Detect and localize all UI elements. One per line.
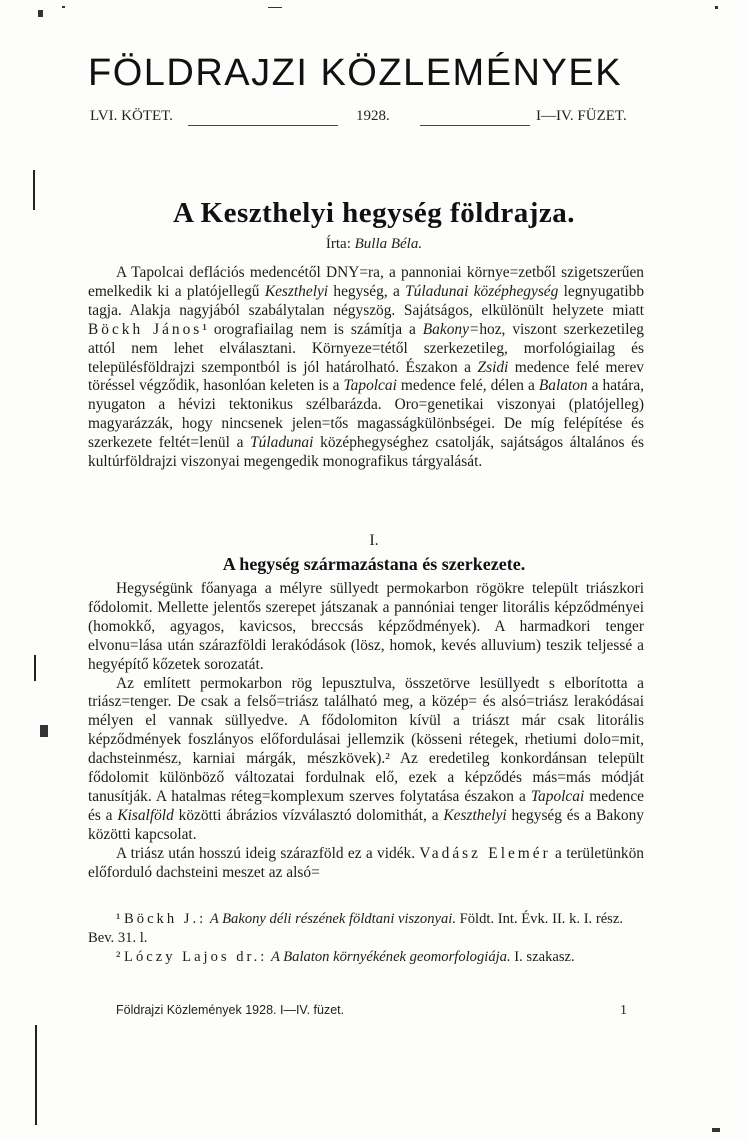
text-run: a határa, nyugaton a hévizi tektonikus szélbarázda. Oro=genetikai viszonyai (platójelleg) magyarázzák, hogy nincsenek jelen=tős magasságkülönbségei. De míg felépítése és szerkezete feltét=lenül a — [88, 377, 644, 452]
text-run: medence felé merev töréssel végződik, hasonlóan keleten is a — [88, 358, 644, 395]
person-name: Vadász Elemér — [419, 844, 551, 862]
footnote-author: Lóczy Lajos dr.: — [124, 948, 268, 965]
text-run: a területünkön előforduló dachsteini meszet az alsó= — [88, 844, 644, 881]
text-run: közötti ábrázios vízválasztó dolomithát, a — [173, 806, 444, 824]
footnote-2 — [88, 948, 644, 967]
footnote-mark: ² — [116, 948, 121, 965]
place-name: Túladunai — [250, 434, 314, 452]
place-name: Tapolcai — [530, 787, 585, 805]
article-title: A Keszthelyi hegység földrajza. — [172, 197, 576, 229]
volume-label: LVI. KÖTET. — [90, 108, 173, 124]
section-number: I. — [369, 532, 379, 549]
text-run: Az említett permokarbon rög lepusztulva, összetörve lesüllyedt s elborította a triász=tenger. De csak a felső=triász található meg, a közép= és alsó=triász lerakódásai mélyen el vannak süllyedve. A fődolomiton kívül a triászt már csak litorális képződmények foszlányos előfordulásai jellemzik (kösseni rétegek, rhetiumi dolo=mit, dachsteinmész, karniai márgák, mészkövek).² Az eredetileg konkordánsan települt fődolomit különböző változatai fordulnak elő, ezek a képződés más=más módját tanusítják. A hatalmas réteg=komplexum szerves folytatása északon a — [88, 674, 644, 805]
text-run: A Tapolcai deflációs medencétől DNY=ra, a pannoniai környe=zetből szigetszerűen emelkedik ki a platójellegű — [88, 264, 644, 300]
year-label: 1928. — [356, 108, 390, 124]
running-footer: Földrajzi Közlemények 1928. I—IV. füzet. — [116, 1003, 345, 1017]
scan-speck — [62, 6, 65, 8]
text-run: hegység és a Bakony közötti kapcsolat. — [88, 806, 644, 843]
issue-label: I—IV. FÜZET. — [536, 108, 627, 124]
scan-speck — [38, 10, 43, 17]
author-line — [0, 236, 748, 253]
footnote-source: Földt. Int. Évk. II. k. I. rész. Bev. 31. l. — [88, 911, 623, 946]
scan-margin-line — [34, 655, 36, 681]
footnotes — [88, 910, 644, 966]
text-run: medence felé, délen a — [396, 377, 539, 395]
header-rule — [420, 125, 530, 126]
header-rule — [188, 125, 338, 126]
text-run: hegység, a — [328, 282, 406, 300]
text-run: középhegységhez csatolják, sajátságos általános és kultúrföldrajzi viszonyai megengedik monografikus tárgyalását. — [88, 434, 645, 471]
place-name: Túladunai középhegység — [405, 282, 559, 300]
body-text — [88, 580, 644, 883]
text-run: medence és a — [88, 787, 644, 824]
footnote-title: A Balaton környékének geomorfologiája. — [270, 948, 511, 965]
text-run: hoz, viszont szerkezetileg attól nem lehet elválasztani. Környeze=tétől szerkezetileg, morfológiailag és településföldrajzi szempontból is jól határolható. Északon a — [88, 320, 645, 376]
footnote-title: A Bakony déli részének földtani viszonyai. — [209, 911, 456, 927]
author-name: Bulla Béla. — [354, 236, 423, 252]
place-name: Tapolcai — [343, 377, 397, 395]
place-name: Zsidi — [477, 358, 509, 376]
scan-speck — [40, 725, 48, 737]
intro-paragraph — [88, 264, 644, 472]
journal-title: FÖLDRAJZI KÖZLEMÉNYEK — [88, 52, 623, 94]
paragraph: Hegységünk főanyaga a mélyre süllyedt permokarbon rögökre települt triászkori fődolomit. Mellette jelentős szerepet játszanak a pannóniai tenger litorális képződményei (homokkő, agyagos, kavicsos, breccsás képződmények). A harmadkori tenger elvonu=lása után szárazföldi lerakódások (lösz, homok, kevés alluvium) teszik teljessé a hegyépítő kőzetek sorozatát. — [88, 580, 644, 673]
footnote-mark: ¹ — [116, 911, 121, 927]
scan-margin-line — [35, 1025, 37, 1125]
place-name: Bakony= — [422, 320, 480, 338]
footnote-1 — [88, 910, 644, 948]
scan-speck — [715, 6, 718, 9]
footnote-source: I. szakasz. — [510, 948, 575, 965]
footnote-author: Böckh J.: — [124, 911, 207, 927]
place-name: Kisalföld — [117, 806, 174, 824]
section-title: A hegység származástana és szerkezete. — [222, 554, 526, 574]
page-number: 1 — [620, 1003, 627, 1018]
text-run: ¹ orografiailag nem is számítja a — [202, 320, 423, 338]
scan-speck — [268, 7, 282, 8]
place-name: Keszthelyi — [443, 806, 507, 824]
author-prefix: Írta: — [325, 236, 351, 252]
text-run: legnyugatibb tagja. Alakja nagyjából szabálytalan négyszög. Sajátságos, elkülönült helyzete miatt — [88, 282, 645, 319]
place-name: Balaton — [538, 377, 588, 395]
text-run: A triász után hosszú ideig szárazföld ez a vidék. — [116, 844, 420, 862]
scan-speck — [712, 1128, 720, 1132]
paragraph — [88, 675, 644, 845]
place-name: Keszthelyi — [264, 282, 329, 300]
person-name: Böckh János — [88, 320, 203, 338]
paragraph — [88, 845, 644, 883]
